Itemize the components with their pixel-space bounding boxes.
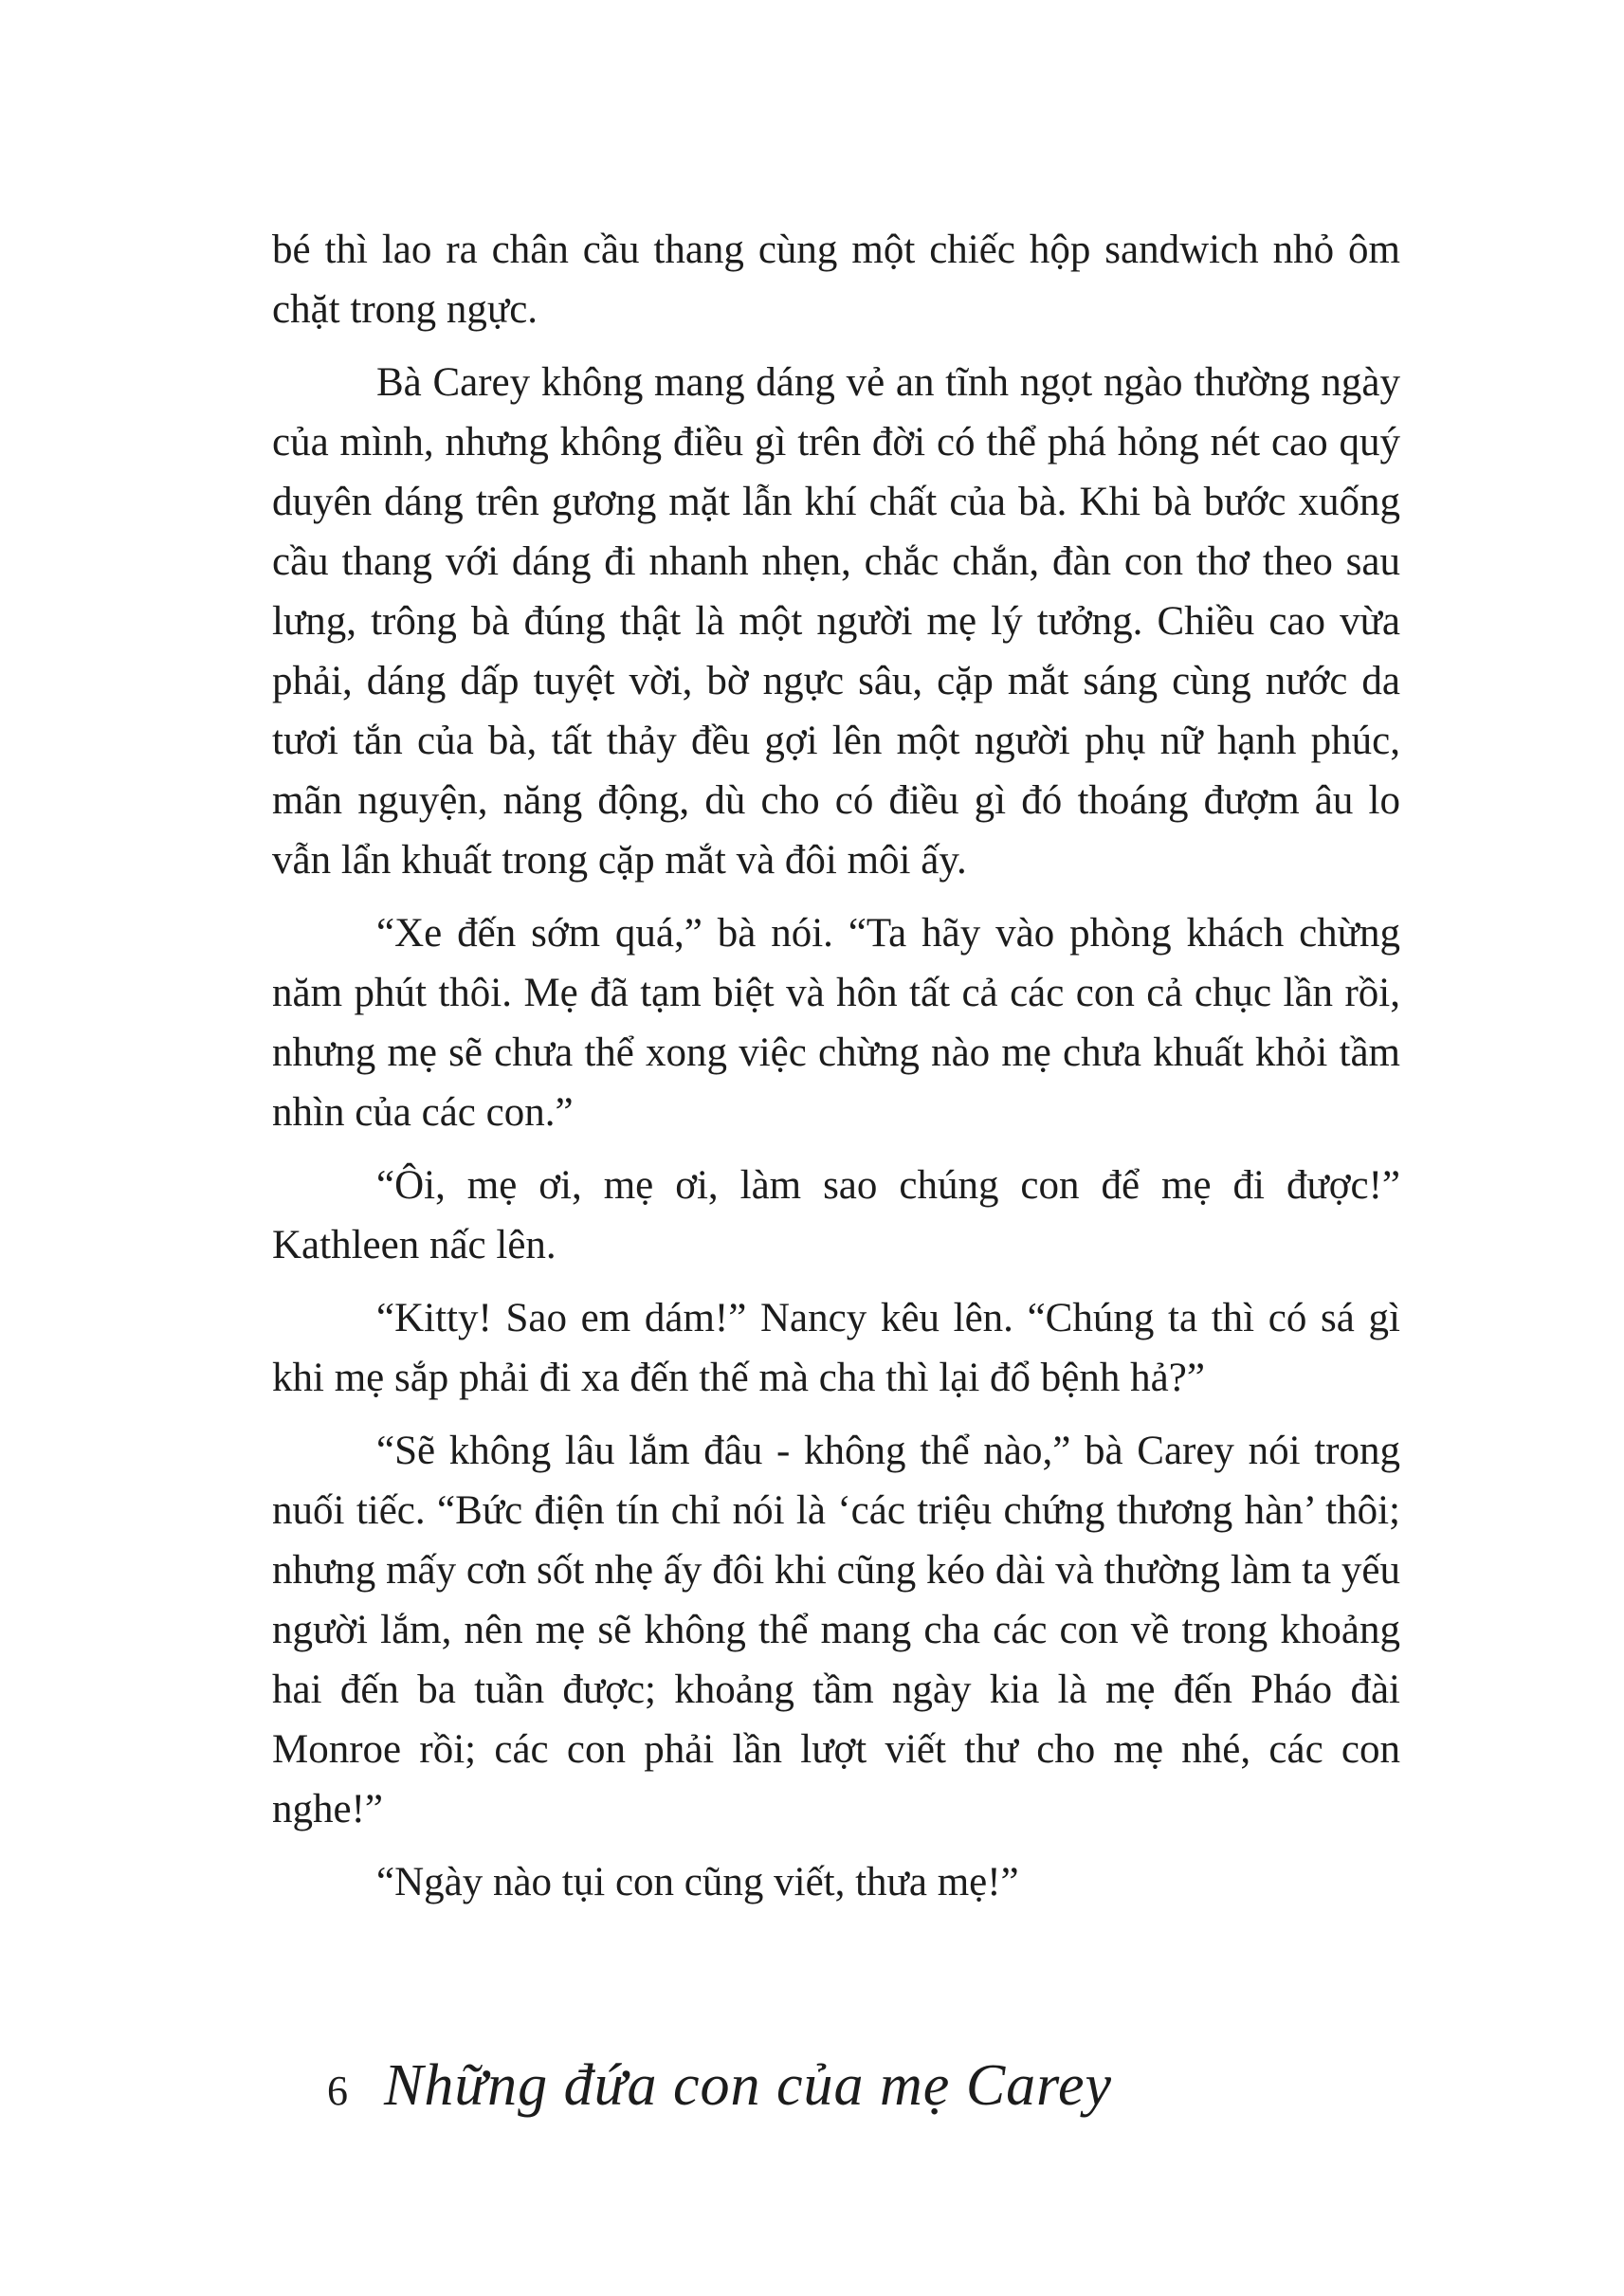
page-footer (327, 2052, 1370, 2138)
running-title: Những đứa con của mẹ Carey (384, 2053, 1113, 2118)
body-text (272, 220, 1400, 1925)
paragraph-4: “Ôi, mẹ ơi, mẹ ơi, làm sao chúng con để mẹ đi được!” Kathleen nấc lên. (272, 1163, 1400, 1267)
paragraph-5: “Kitty! Sao em dám!” Nancy kêu lên. “Chúng ta thì có sá gì khi mẹ sắp phải đi xa đến thế mà cha thì lại đổ bệnh hả?” (272, 1296, 1400, 1400)
page-number: 6 (327, 2068, 348, 2114)
paragraph-6: “Sẽ không lâu lắm đâu - không thể nào,” bà Carey nói trong nuối tiếc. “Bức điện tín chỉ nói là ‘các triệu chứng thương hàn’ thôi; nhưng mấy cơn sốt nhẹ ấy đôi khi cũng kéo dài và thường làm ta yếu người lắm, nên mẹ sẽ không thể mang cha các con về trong khoảng hai đến ba tuần được; khoảng tầm ngày kia là mẹ đến Pháo đài Monroe rồi; các con phải lần lượt viết thư cho mẹ nhé, các con nghe!” (272, 1429, 1400, 1831)
paragraph-3: “Xe đến sớm quá,” bà nói. “Ta hãy vào phòng khách chừng năm phút thôi. Mẹ đã tạm biệt và hôn tất cả các con cả chục lần rồi, nhưng mẹ sẽ chưa thể xong việc chừng nào mẹ chưa khuất khỏi tầm nhìn của các con.” (272, 911, 1400, 1135)
paragraph-2: Bà Carey không mang dáng vẻ an tĩnh ngọt ngào thường ngày của mình, nhưng không điều gì trên đời có thể phá hỏng nét cao quý duyên dáng trên gương mặt lẫn khí chất của bà. Khi bà bước xuống cầu thang với dáng đi nhanh nhẹn, chắc chắn, đàn con thơ theo sau lưng, trông bà đúng thật là một người mẹ lý tưởng. Chiều cao vừa phải, dáng dấp tuyệt vời, bờ ngực sâu, cặp mắt sáng cùng nước da tươi tắn của bà, tất thảy đều gợi lên một người phụ nữ hạnh phúc, mãn nguyện, năng động, dù cho có điều gì đó thoáng đượm âu lo vẫn lẩn khuất trong cặp mắt và đôi môi ấy. (272, 360, 1400, 883)
paragraph-1: bé thì lao ra chân cầu thang cùng một chiếc hộp sandwich nhỏ ôm chặt trong ngực. (272, 228, 1400, 332)
paragraph-7: “Ngày nào tụi con cũng viết, thưa mẹ!” (376, 1860, 1019, 1904)
